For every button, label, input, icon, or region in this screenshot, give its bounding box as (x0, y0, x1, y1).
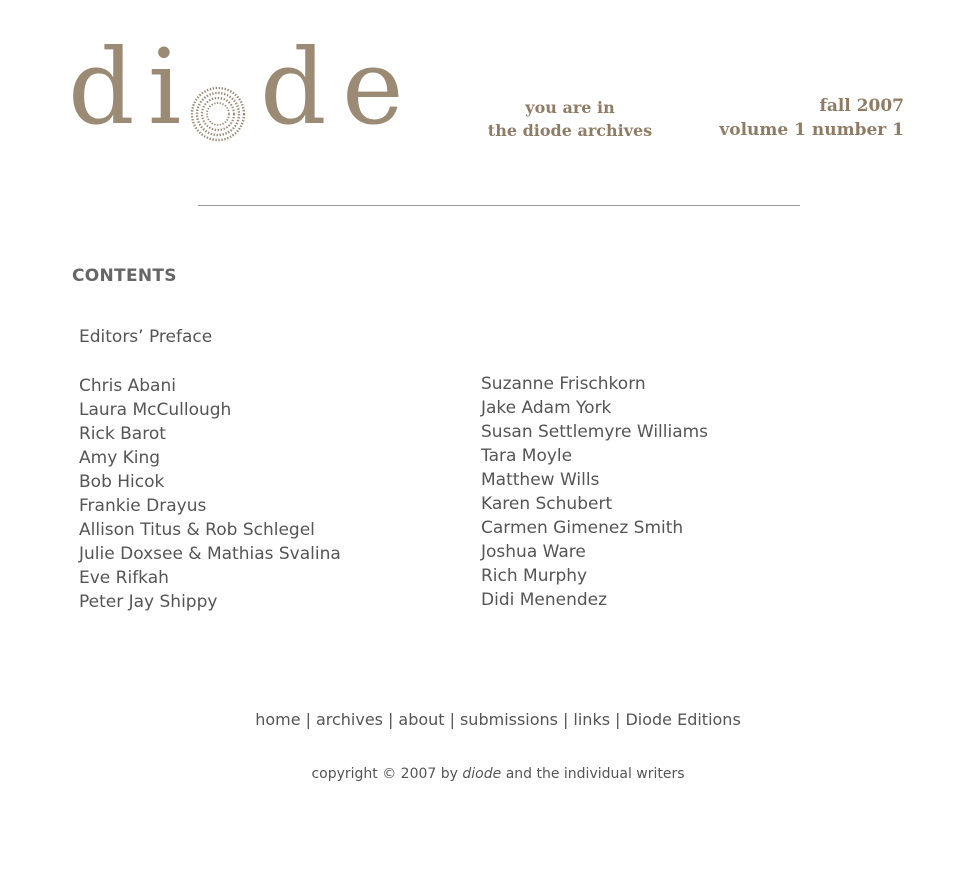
contributor-link[interactable]: Chris Abani (79, 376, 176, 396)
issue-info (719, 94, 904, 142)
contributor-link[interactable]: Jake Adam York (481, 398, 612, 418)
editors-preface-link[interactable]: Editors’ Preface (79, 327, 213, 347)
footer-link-links[interactable]: links (573, 710, 611, 729)
logo-letter-e: e (342, 26, 404, 148)
diode-logo[interactable] (64, 26, 404, 150)
contributor-link[interactable]: Didi Menendez (481, 590, 608, 610)
contents-left-column (79, 374, 341, 614)
archive-line-2: the diode archives (487, 121, 653, 140)
contributor-link[interactable]: Peter Jay Shippy (79, 592, 218, 612)
contributor-link[interactable]: Karen Schubert (481, 494, 613, 514)
issue-volume: volume 1 number 1 (719, 120, 904, 140)
footer-link-archives[interactable]: archives (315, 710, 384, 729)
contributor-link[interactable]: Amy King (79, 448, 161, 468)
contributor-link[interactable]: Rich Murphy (481, 566, 588, 586)
logo-letter-d: d (68, 26, 135, 148)
contributor-link[interactable]: Matthew Wills (481, 470, 600, 490)
nav-separator: | (563, 710, 569, 729)
nav-separator: | (305, 710, 311, 729)
footer-link-submissions[interactable]: submissions (459, 710, 559, 729)
footer-link-diode-editions[interactable]: Diode Editions (625, 710, 741, 729)
contributor-link[interactable]: Julie Doxsee & Mathias Svalina (79, 544, 341, 564)
contributor-link[interactable]: Eve Rifkah (79, 568, 169, 588)
contents-heading: CONTENTS (72, 266, 177, 286)
logo-letter-d: d (260, 26, 327, 148)
archive-line-1: you are in (525, 98, 615, 117)
contributor-link[interactable]: Joshua Ware (481, 542, 586, 562)
footer-link-home[interactable]: home (255, 710, 301, 729)
copyright-suffix: and the individual writers (505, 766, 685, 782)
nav-separator: | (388, 710, 394, 729)
contributor-link[interactable]: Susan Settlemyre Williams (481, 422, 709, 442)
copyright-notice (0, 766, 976, 782)
logo-letter-i: i (148, 26, 182, 148)
issue-season: fall 2007 (819, 96, 904, 116)
contributor-link[interactable]: Rick Barot (79, 424, 166, 444)
contributor-link[interactable]: Carmen Gimenez Smith (481, 518, 684, 538)
contributor-link[interactable]: Suzanne Frischkorn (481, 374, 646, 394)
header-divider (198, 205, 800, 206)
copyright-prefix: copyright © 2007 by (311, 766, 458, 782)
contributor-link[interactable]: Frankie Drayus (79, 496, 207, 516)
footer-link-about[interactable]: about (398, 710, 445, 729)
copyright-brand: diode (462, 766, 502, 782)
footer-nav (0, 710, 976, 729)
logo-circle-icon (190, 86, 246, 142)
contributor-link[interactable]: Laura McCullough (79, 400, 232, 420)
nav-separator: | (449, 710, 455, 729)
archive-notice (470, 96, 670, 142)
contributor-link[interactable]: Bob Hicok (79, 472, 165, 492)
contributor-link[interactable]: Tara Moyle (481, 446, 573, 466)
contributor-link[interactable]: Allison Titus & Rob Schlegel (79, 520, 315, 540)
contents-right-column (481, 372, 708, 612)
nav-separator: | (615, 710, 621, 729)
